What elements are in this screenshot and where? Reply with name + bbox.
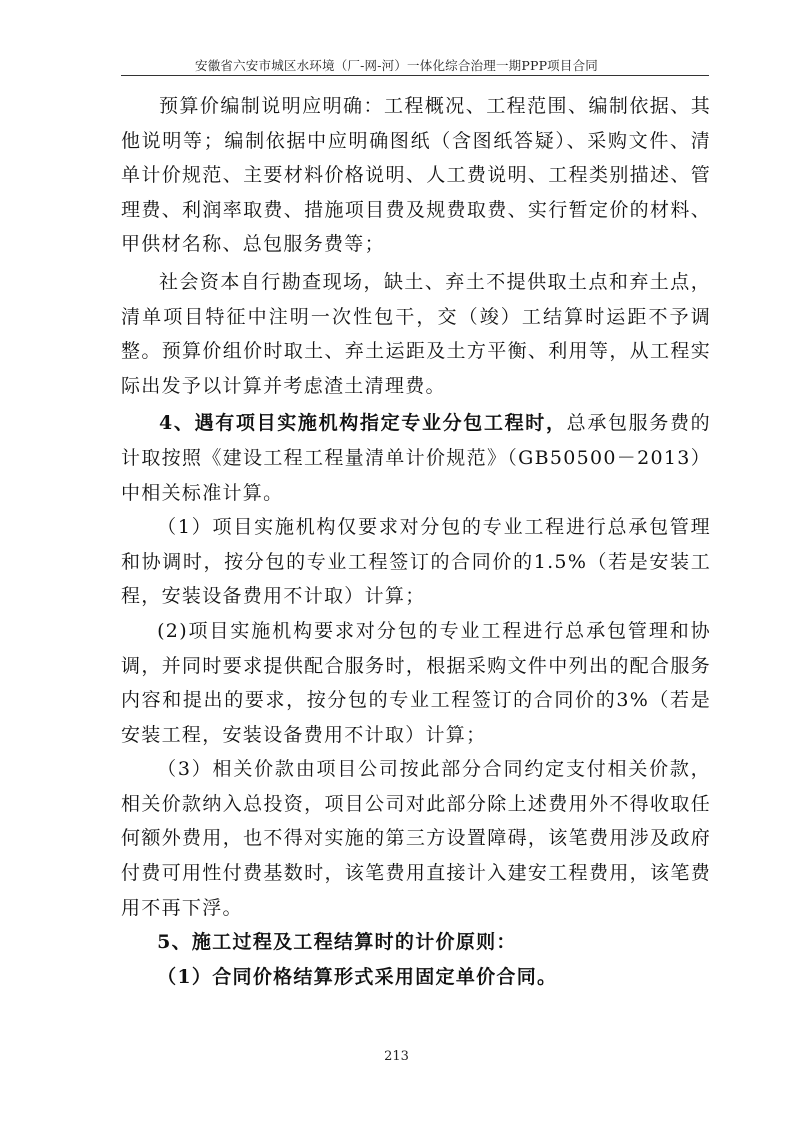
header-divider — [121, 75, 709, 76]
page-number: 213 — [384, 1049, 409, 1064]
section-heading-5: 5、施工过程及工程结算时的计价原则： — [157, 931, 517, 954]
paragraph-budget-notes: 预算价编制说明应明确：工程概况、工程范围、编制依据、其他说明等；编制依据中应明确图纸（含图纸答疑）、采购文件、清单计价规范、主要材料价格说明、人工费说明、工程类别描述、管理费、利润率取费、措施项目费及规费取费、实行暂定价的材料、甲供材名称、总包服务费等； — [121, 95, 711, 256]
paragraph-item-1: （1）项目实施机构仅要求对分包的专业工程进行总承包管理和协调时，按分包的专业工程签订的合同价的1.5%（若是安装工程，安装设备费用不计取）计算； — [121, 516, 711, 608]
subcontract-lead-rest: 总承包服务费的计取按照《建设工程工程量清单计价规范》（GB50500－2013）中相关标准计算。 — [121, 412, 711, 504]
paragraph-site-survey: 社会资本自行勘查现场，缺土、弃土不提供取土点和弃土点，清单项目特征中注明一次性包干，交（竣）工结算时运距不予调整。预算价组价时取土、弃土运距及土方平衡、利用等，从工程实际出发予以计算并考虑渣土清理费。 — [121, 270, 711, 397]
subcontract-lead-bold: 4、遇有项目实施机构指定专业分包工程时， — [159, 412, 567, 435]
paragraph-subcontract — [121, 406, 711, 510]
document-body — [121, 89, 711, 994]
paragraph-item-3: （3）相关价款由项目公司按此部分合同约定支付相关价款，相关价款纳入总投资，项目公司对此部分除上述费用外不得收取任何额外费用，也不得对实施的第三方设置障碍，该笔费用涉及政府付费可用性付费基数时，该笔费用直接计入建安工程费用，该笔费用不再下浮。 — [121, 758, 711, 919]
paragraph-item-2: (2)项目实施机构要求对分包的专业工程进行总承包管理和协调，并同时要求提供配合服务时，根据采购文件中列出的配合服务内容和提出的要求，按分包的专业工程签订的合同价的3%（若是安装工程，安装设备费用不计取）计算； — [121, 619, 711, 746]
page-header-title: 安徽省六安市城区水环境（厂-网-河）一体化综合治理一期PPP项目合同 — [195, 58, 598, 73]
section-heading-5-1: （1）合同价格结算形式采用固定单价合同。 — [157, 965, 558, 988]
